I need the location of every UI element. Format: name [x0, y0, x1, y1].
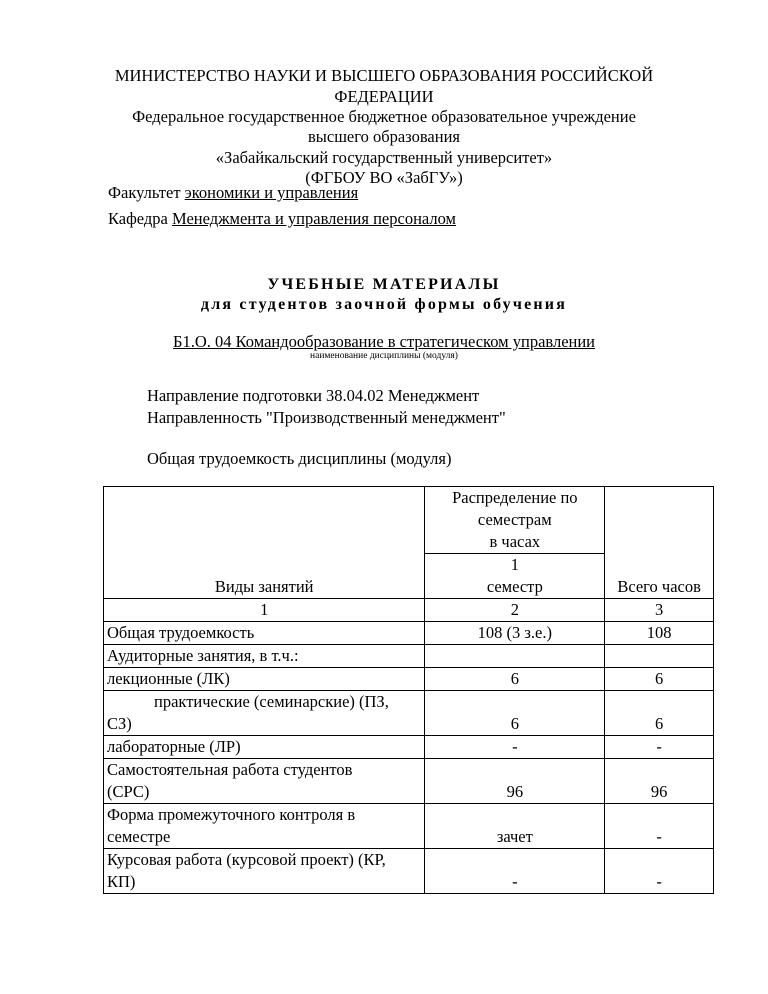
header-activity: Виды занятий — [104, 487, 425, 599]
row-label: Курсовая работа (курсовой проект) (КР, КП) — [104, 849, 425, 894]
row-semester-value — [425, 645, 605, 668]
discipline-caption: наименование дисциплины (модуля) — [310, 351, 458, 361]
col-number: 2 — [425, 599, 605, 622]
faculty-line — [108, 183, 358, 203]
department-line — [108, 209, 456, 229]
row-total-value: - — [605, 804, 714, 849]
hours-table — [103, 486, 714, 894]
university-abbrev: (ФГБОУ ВО «ЗабГУ») — [305, 168, 463, 187]
row-semester-value: - — [425, 736, 605, 759]
row-semester-value: 96 — [425, 759, 605, 804]
row-semester-value: - — [425, 849, 605, 894]
col-number: 1 — [104, 599, 425, 622]
row-semester-value: 108 (3 з.е.) — [425, 622, 605, 645]
table-header-row — [104, 487, 714, 554]
row-total-value: 108 — [605, 622, 714, 645]
institution-line-2: высшего образования — [308, 127, 460, 146]
col-number: 3 — [605, 599, 714, 622]
row-total-value: 6 — [605, 668, 714, 691]
focus-line: Направленность "Производственный менеджмент" — [147, 408, 506, 427]
table-row — [104, 759, 714, 804]
doc-title: УЧЕБНЫЕ МАТЕРИАЛЫ — [267, 276, 501, 293]
table-row — [104, 691, 714, 736]
header-distribution: Распределение по семестрам в часах — [425, 487, 605, 554]
table-row — [104, 804, 714, 849]
table-row — [104, 668, 714, 691]
table-row — [104, 736, 714, 759]
table-number-row — [104, 599, 714, 622]
institution-line-1: Федеральное государственное бюджетное образовательное учреждение — [132, 107, 636, 126]
direction-line: Направление подготовки 38.04.02 Менеджмент — [147, 386, 480, 405]
row-total-value — [605, 645, 714, 668]
doc-subtitle: для студентов заочной формы обучения — [200, 296, 568, 313]
row-total-value: 96 — [605, 759, 714, 804]
table-row — [104, 849, 714, 894]
row-semester-value: зачет — [425, 804, 605, 849]
row-total-value: - — [605, 849, 714, 894]
row-semester-value: 6 — [425, 668, 605, 691]
discipline-name: Б1.О. 04 Командообразование в стратегическом управлении — [172, 332, 596, 351]
row-label: Общая трудоемкость — [104, 622, 425, 645]
ministry-line-1: МИНИСТЕРСТВО НАУКИ И ВЫСШЕГО ОБРАЗОВАНИЯ РОССИЙСКОЙ — [114, 66, 654, 85]
table-row — [104, 645, 714, 668]
table-row — [104, 622, 714, 645]
department-label: Кафедра — [108, 209, 168, 228]
row-label: Самостоятельная работа студентов (СРС) — [104, 759, 425, 804]
header-semester: 1 семестр — [425, 554, 605, 599]
department-value: Менеджмента и управления персоналом — [172, 209, 456, 228]
ministry-line-2: ФЕДЕРАЦИИ — [334, 87, 434, 106]
university-name: «Забайкальский государственный университет» — [215, 148, 553, 167]
faculty-label: Факультет — [108, 183, 181, 202]
row-label: лабораторные (ЛР) — [104, 736, 425, 759]
row-label: практические (семинарские) (ПЗ, СЗ) — [104, 691, 425, 736]
row-label: Форма промежуточного контроля в семестре — [104, 804, 425, 849]
row-total-value: 6 — [605, 691, 714, 736]
row-label: лекционные (ЛК) — [104, 668, 425, 691]
row-total-value: - — [605, 736, 714, 759]
row-semester-value: 6 — [425, 691, 605, 736]
faculty-value: экономики и управления — [184, 183, 359, 202]
row-label: Аудиторные занятия, в т.ч.: — [104, 645, 425, 668]
header-total: Всего часов — [605, 487, 714, 599]
workload-line: Общая трудоемкость дисциплины (модуля) — [147, 449, 452, 468]
